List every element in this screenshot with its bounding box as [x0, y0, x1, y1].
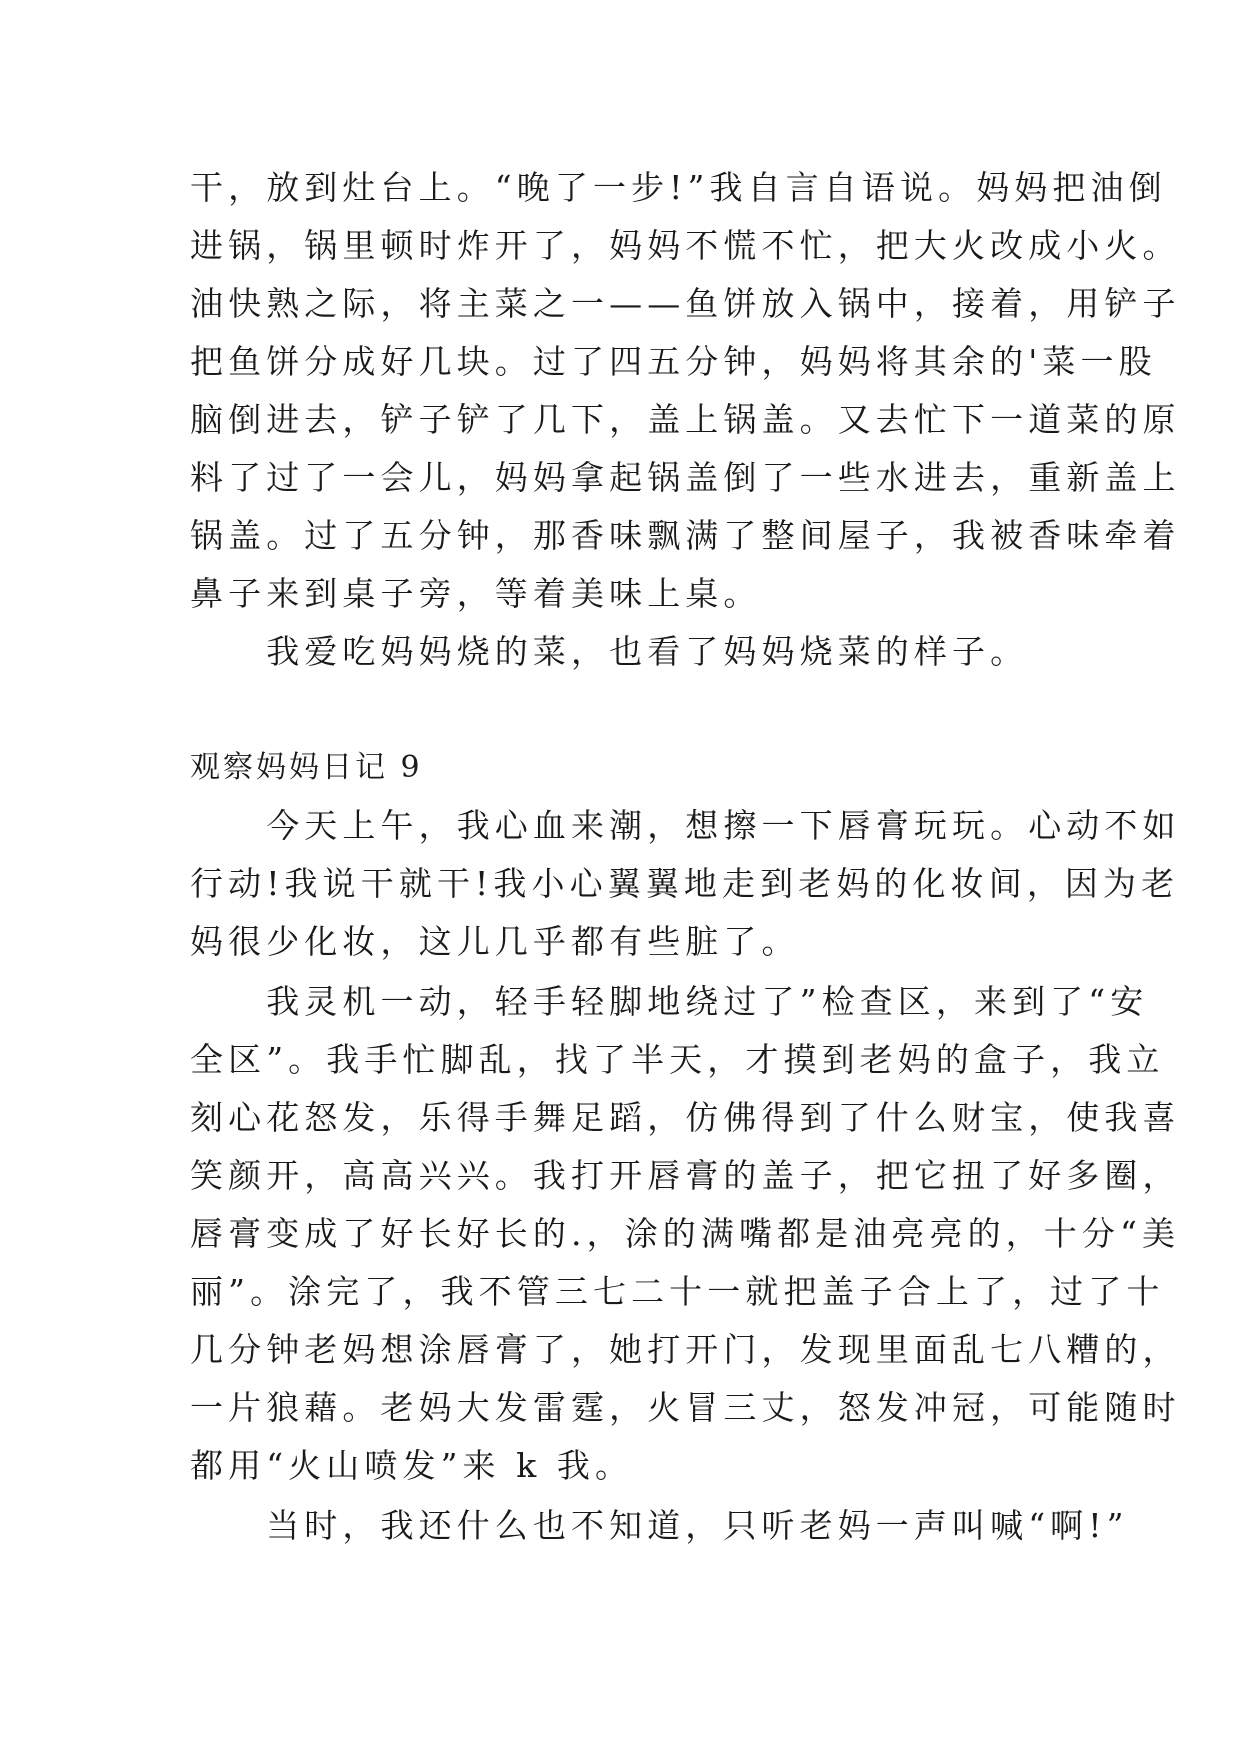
text-line: 一片狼藉。老妈大发雷霆，火冒三丈，怒发冲冠，可能随时	[190, 1388, 1181, 1427]
text-line: 笑颜开，高高兴兴。我打开唇膏的盖子，把它扭了好多圈，	[190, 1156, 1181, 1195]
text-line: 几分钟老妈想涂唇膏了，她打开门，发现里面乱七八糟的，	[190, 1330, 1181, 1369]
text-line: 锅盖。过了五分钟，那香味飘满了整间屋子，我被香味牵着	[190, 516, 1181, 555]
text-line: 进锅，锅里顿时炸开了，妈妈不慌不忙，把大火改成小火。	[190, 226, 1181, 265]
text-line: 鼻子来到桌子旁，等着美味上桌。	[190, 574, 762, 613]
text-line: 干，放到灶台上。“晚了一步!”我自言自语说。妈妈把油倒	[190, 168, 1167, 207]
text-line: 我爱吃妈妈烧的菜，也看了妈妈烧菜的样子。	[190, 632, 1029, 671]
text-line: 当时，我还什么也不知道，只听老妈一声叫喊“啊!”	[190, 1506, 1129, 1545]
text-line: 把鱼饼分成好几块。过了四五分钟，妈妈将其余的'菜一股	[190, 342, 1157, 381]
text-line: 油快熟之际，将主菜之一——鱼饼放入锅中，接着，用铲子	[190, 284, 1181, 323]
text-line: 我灵机一动，轻手轻脚地绕过了”检查区，来到了“安	[190, 982, 1149, 1021]
text-line: 丽”。涂完了，我不管三七二十一就把盖子合上了，过了十	[190, 1272, 1165, 1311]
section-title: 观察妈妈日记 9	[190, 750, 423, 785]
text-line: 料了过了一会儿，妈妈拿起锅盖倒了一些水进去，重新盖上	[190, 458, 1181, 497]
text-line: 脑倒进去，铲子铲了几下，盖上锅盖。又去忙下一道菜的原	[190, 400, 1181, 439]
text-line: 今天上午，我心血来潮，想擦一下唇膏玩玩。心动不如	[190, 806, 1181, 845]
text-line: 刻心花怒发，乐得手舞足蹈，仿佛得到了什么财宝，使我喜	[190, 1098, 1181, 1137]
text-line: 都用“火山喷发”来 k 我。	[190, 1446, 634, 1485]
text-line: 唇膏变成了好长好长的.，涂的满嘴都是油亮亮的，十分“美	[190, 1214, 1181, 1253]
text-line: 行动!我说干就干!我小心翼翼地走到老妈的化妆间，因为老	[190, 864, 1180, 903]
text-line: 全区”。我手忙脚乱，找了半天，才摸到老妈的盒子，我立	[190, 1040, 1165, 1079]
text-line: 妈很少化妆，这儿几乎都有些脏了。	[190, 922, 800, 961]
